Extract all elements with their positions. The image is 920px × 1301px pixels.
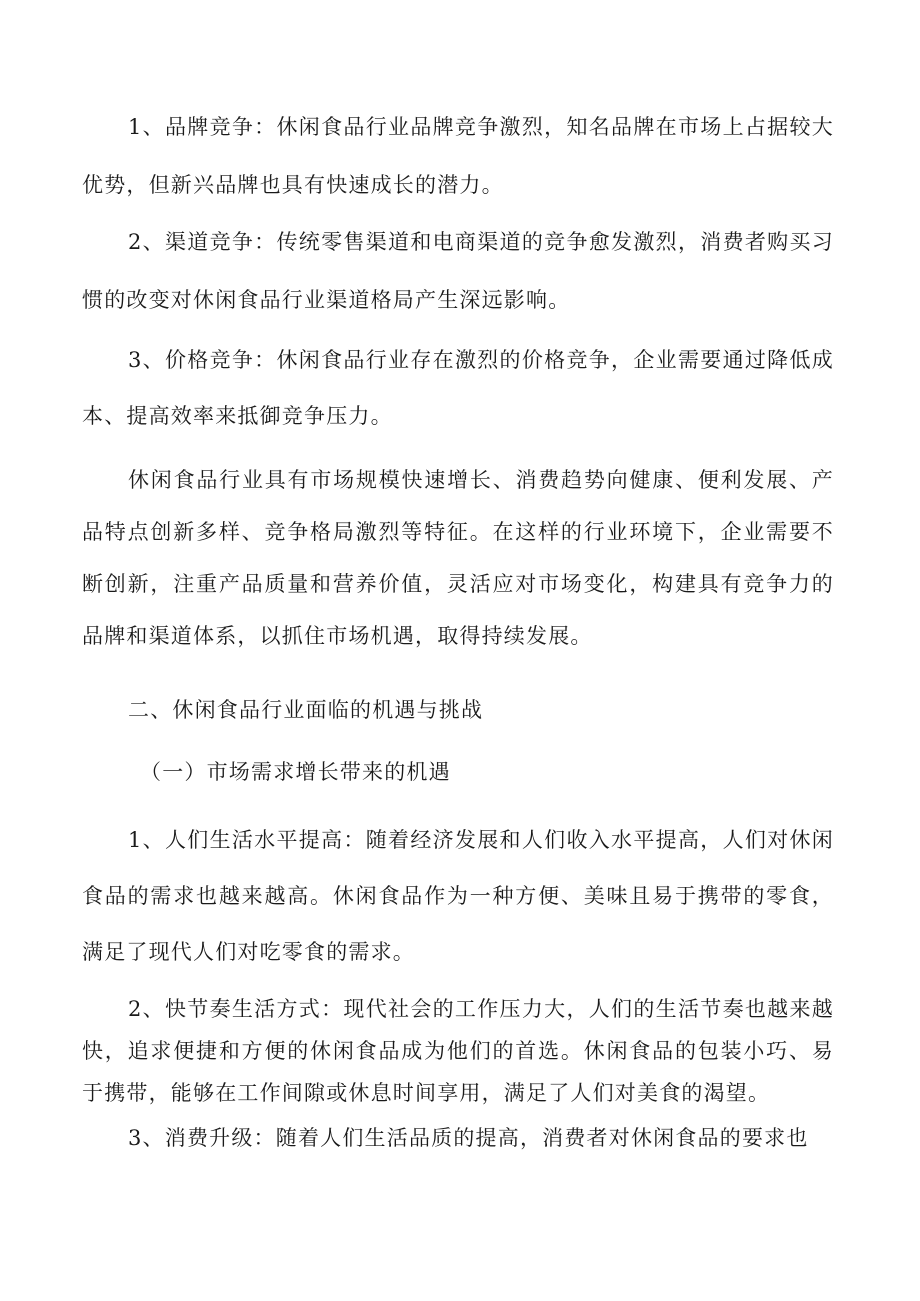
section-heading: 二、休闲食品行业面临的机遇与挑战 bbox=[128, 698, 484, 722]
sub-heading: （一）市场需求增长带来的机遇 bbox=[140, 760, 451, 784]
paragraph-price-competition: 3、价格竞争：休闲食品行业存在激烈的价格竞争，企业需要通过降低成本、提高效率来抵御竞争压力。 bbox=[82, 348, 834, 428]
paragraph-living-standards: 1、人们生活水平提高：随着经济发展和人们收入水平提高，人们对休闲食品的需求也越来越高。休闲食品作为一种方便、美味且易于携带的零食，满足了现代人们对吃零食的需求。 bbox=[82, 828, 834, 964]
paragraph-industry-summary: 休闲食品行业具有市场规模快速增长、消费趋势向健康、便利发展、产品特点创新多样、竞争格局激烈等特征。在这样的行业环境下，企业需要不断创新，注重产品质量和营养价值，灵活应对市场变化，构建具有竞争力的品牌和渠道体系，以抓住市场机遇，取得持续发展。 bbox=[82, 468, 834, 648]
paragraph-channel-competition: 2、渠道竞争：传统零售渠道和电商渠道的竞争愈发激烈，消费者购买习惯的改变对休闲食品行业渠道格局产生深远影响。 bbox=[82, 230, 834, 312]
paragraph-consumption-upgrade: 3、消费升级：随着人们生活品质的提高，消费者对休闲食品的要求也 bbox=[128, 1126, 809, 1150]
paragraph-brand-competition: 1、品牌竞争：休闲食品行业品牌竞争激烈，知名品牌在市场上占据较大优势，但新兴品牌也具有快速成长的潜力。 bbox=[82, 115, 834, 197]
paragraph-fast-paced-lifestyle: 2、快节奏生活方式：现代社会的工作压力大，人们的生活节奏也越来越快，追求便捷和方便的休闲食品成为他们的首选。休闲食品的包装小巧、易于携带，能够在工作间隙或休息时间享用，满足了人们对美食的渴望。 bbox=[82, 997, 834, 1105]
